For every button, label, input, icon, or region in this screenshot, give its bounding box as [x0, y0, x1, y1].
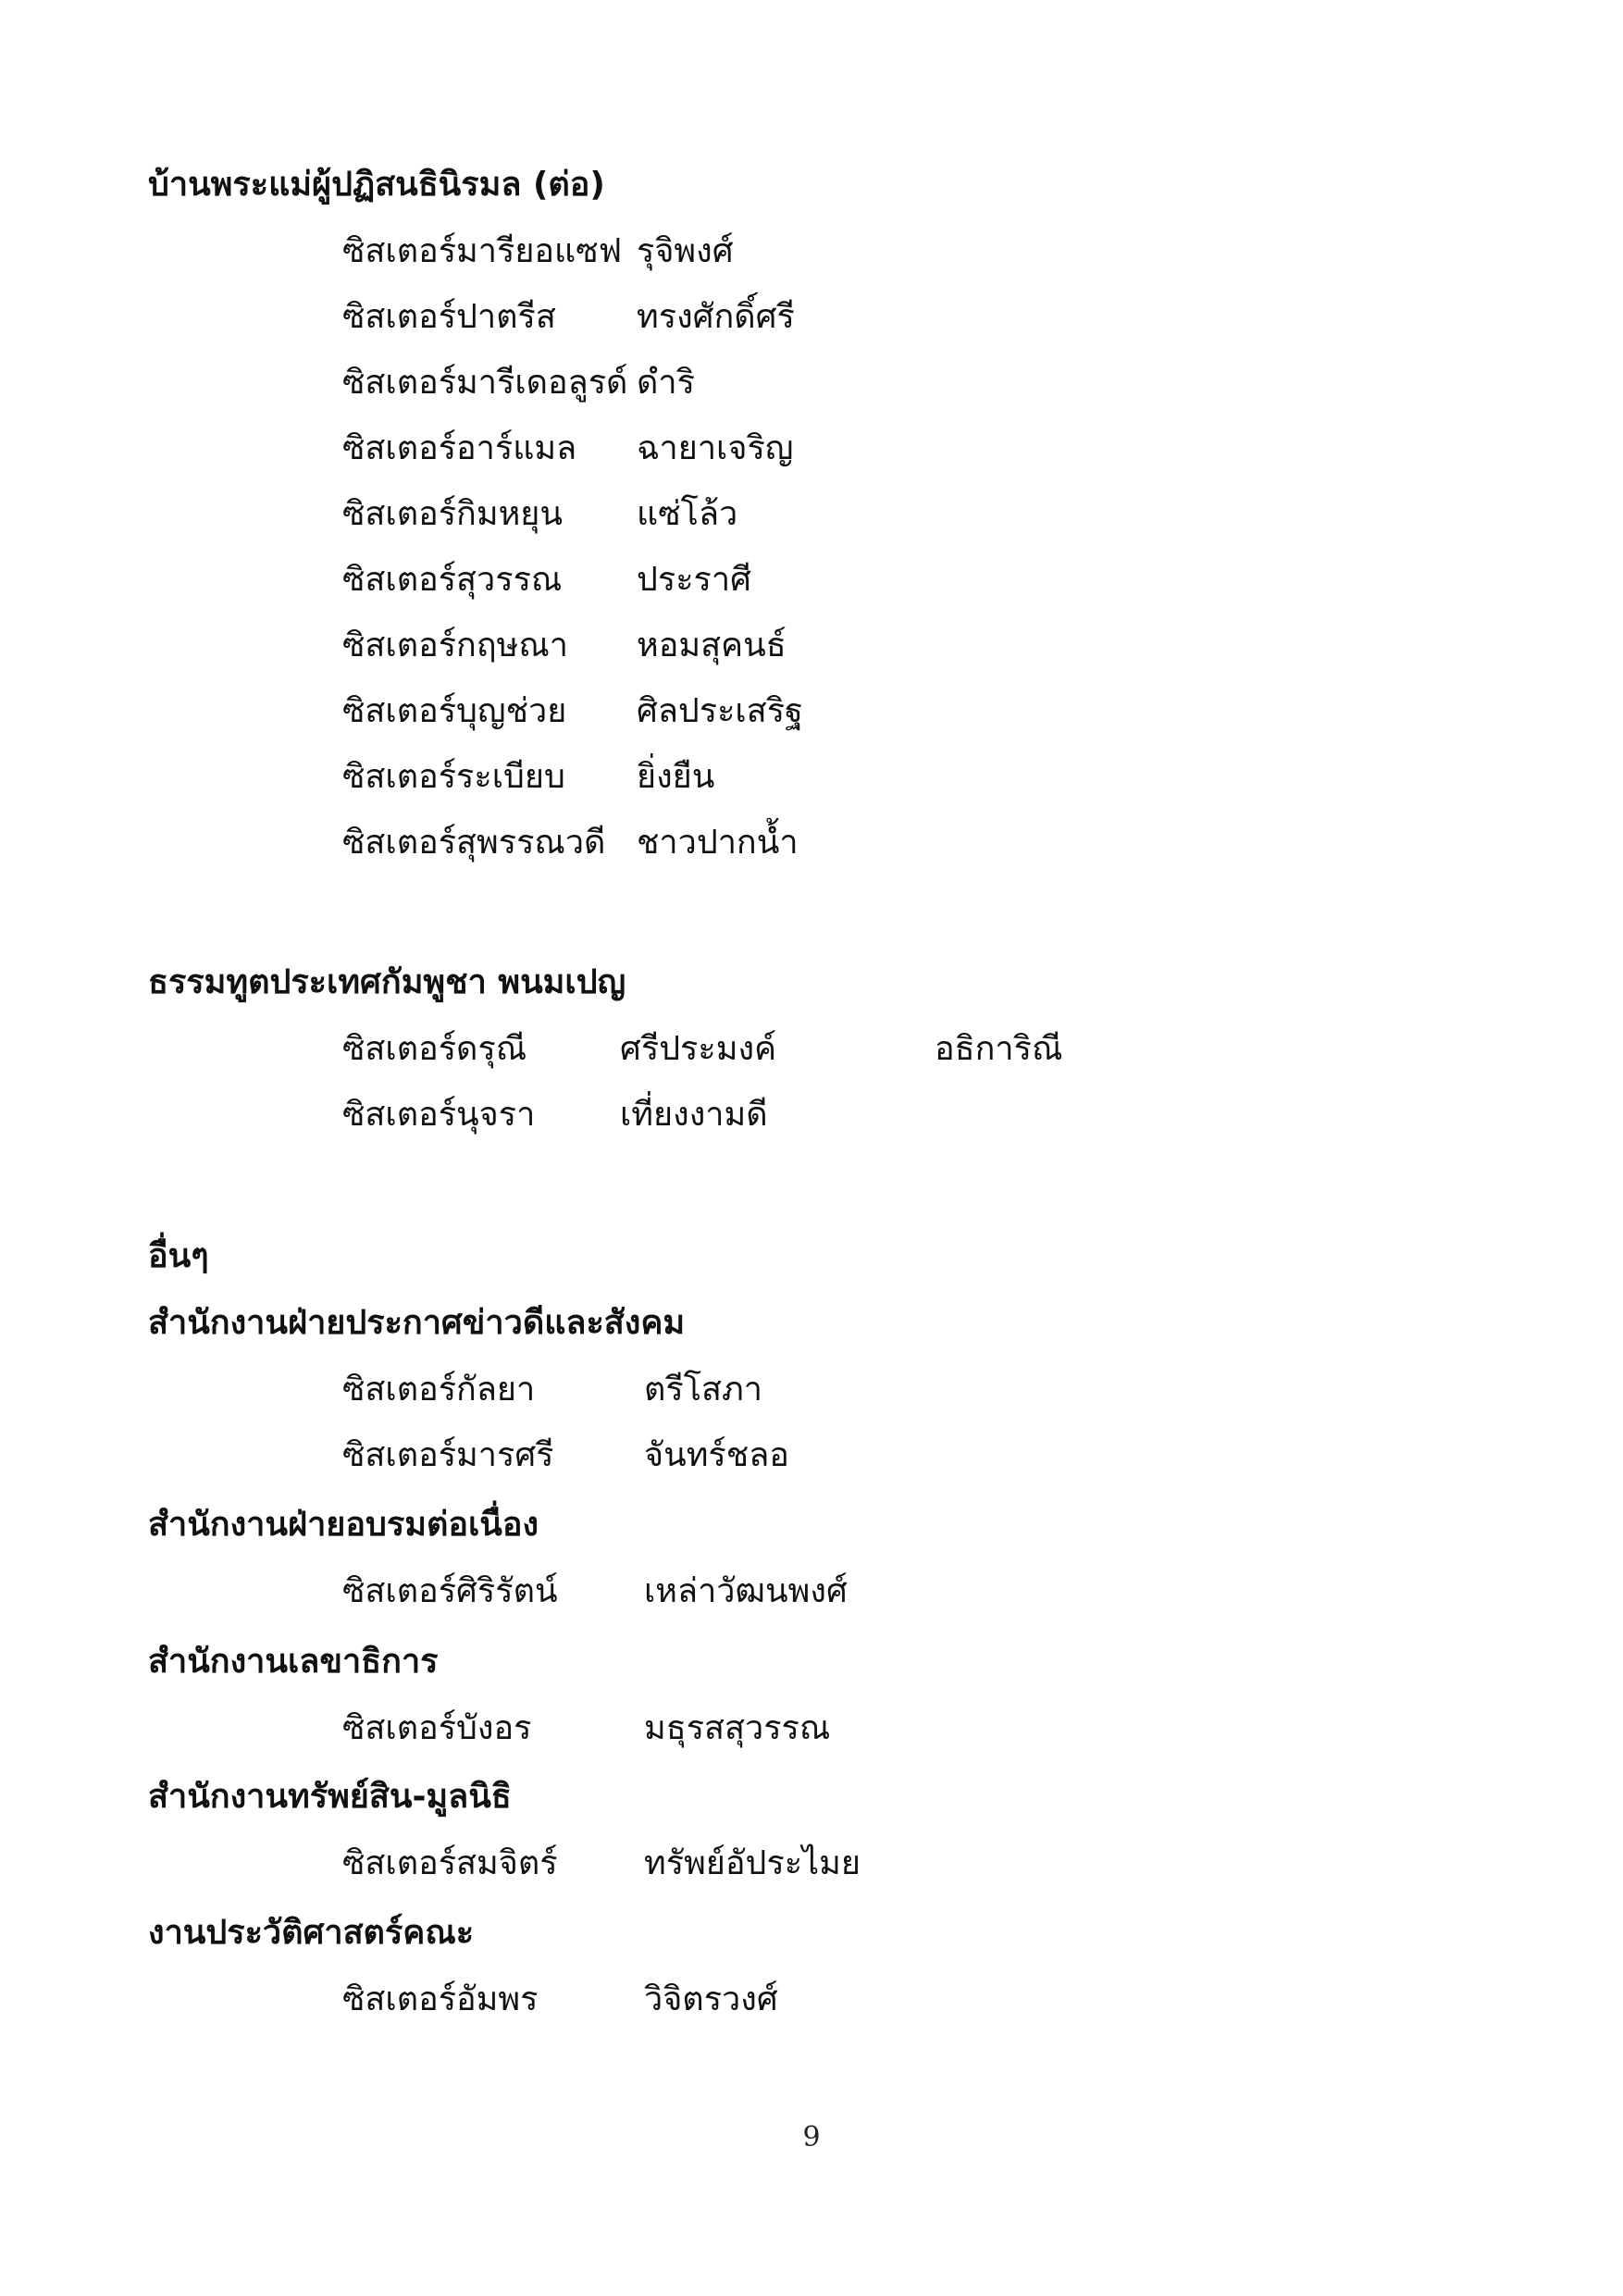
member-row	[0, 495, 1623, 544]
subsection-heading-assets: สำนักงานทรัพย์สิน-มูลนิธิ	[148, 1778, 512, 1816]
member-first-name: ซิสเตอร์มารียอแซฟ	[342, 232, 623, 270]
member-role: อธิการิณี	[935, 1030, 1063, 1068]
page-number: 9	[802, 2121, 821, 2153]
section-heading-house: บ้านพระแม่ผู้ปฏิสนธินิรมล (ต่อ)	[148, 166, 605, 204]
member-row	[0, 692, 1623, 741]
member-last-name: วิจิตรวงศ์	[644, 1980, 778, 2018]
member-first-name: ซิสเตอร์สุวรรณ	[342, 561, 563, 599]
member-first-name: ซิสเตอร์ดรุณี	[342, 1030, 527, 1068]
member-first-name: ซิสเตอร์สุพรรณวดี	[342, 824, 606, 862]
member-last-name: ศิลประเสริฐ	[637, 692, 803, 730]
member-last-name: เหล่าวัฒนพงศ์	[644, 1572, 848, 1610]
member-row	[0, 1572, 1623, 1621]
member-last-name: ทรัพย์อัประไมย	[644, 1844, 861, 1882]
member-row	[0, 1980, 1623, 2029]
member-last-name: ชาวปากน้ำ	[637, 824, 799, 862]
member-row	[0, 1844, 1623, 1893]
member-row	[0, 1709, 1623, 1758]
member-last-name: ยิ่งยืน	[637, 758, 715, 796]
member-first-name: ซิสเตอร์อัมพร	[342, 1980, 539, 2018]
member-row	[0, 826, 1623, 873]
member-first-name: ซิสเตอร์อาร์แมล	[342, 429, 577, 467]
member-last-name: ประราศี	[637, 561, 751, 599]
member-last-name: มธุรสสุวรรณ	[644, 1709, 831, 1747]
member-last-name: แซ่โล้ว	[637, 495, 738, 533]
member-last-name: รุจิพงศ์	[637, 232, 734, 270]
member-last-name: ตรีโสภา	[644, 1371, 762, 1409]
member-first-name: ซิสเตอร์บังอร	[342, 1709, 532, 1747]
member-first-name: ซิสเตอร์ปาตรีส	[342, 298, 556, 336]
member-first-name: ซิสเตอร์นุจรา	[342, 1096, 536, 1134]
section-heading-others: อื่นๆ	[148, 1237, 209, 1275]
member-row	[0, 1373, 1623, 1420]
member-row	[0, 629, 1623, 676]
member-last-name: ศรีประมงค์	[620, 1030, 777, 1068]
member-row	[0, 366, 1623, 413]
member-last-name: ฉายาเจริญ	[637, 429, 794, 467]
member-row	[0, 429, 1623, 478]
member-row	[0, 1436, 1623, 1485]
member-first-name: ซิสเตอร์กิมหยุน	[342, 495, 564, 533]
member-row	[0, 758, 1623, 807]
subsection-heading-training: สำนักงานฝ่ายอบรมต่อเนื่อง	[148, 1506, 539, 1544]
member-last-name: จันทร์ชลอ	[644, 1436, 789, 1474]
subsection-heading-history: งานประวัติศาสตร์คณะ	[148, 1914, 475, 1952]
member-first-name: ซิสเตอร์บุญช่วย	[342, 692, 567, 730]
subsection-heading-secretary: สำนักงานเลขาธิการ	[148, 1643, 439, 1681]
member-first-name: ซิสเตอร์มารศรี	[342, 1436, 554, 1474]
member-row	[0, 298, 1623, 347]
member-first-name: ซิสเตอร์มารีเดอลูรด์	[342, 364, 628, 402]
member-row	[0, 232, 1623, 281]
member-last-name: เที่ยงงามดี	[620, 1096, 768, 1134]
member-last-name: ทรงศักดิ์ศรี	[637, 298, 795, 336]
member-first-name: ซิสเตอร์ศิริรัตน์	[342, 1572, 558, 1610]
member-first-name: ซิสเตอร์กัลยา	[342, 1371, 536, 1409]
member-row	[0, 561, 1623, 610]
member-last-name: หอมสุคนธ์	[637, 627, 787, 664]
member-first-name: ซิสเตอร์สมจิตร์	[342, 1844, 558, 1882]
member-row	[0, 1098, 1623, 1145]
section-heading-mission: ธรรมทูตประเทศกัมพูชา พนมเปญ	[148, 963, 626, 1001]
member-row	[0, 1030, 1623, 1079]
member-last-name: ดำริ	[637, 364, 695, 402]
subsection-heading-pr: สำนักงานฝ่ายประกาศข่าวดีและสังคม	[148, 1304, 686, 1342]
member-first-name: ซิสเตอร์กฤษณา	[342, 627, 568, 664]
member-first-name: ซิสเตอร์ระเบียบ	[342, 758, 565, 796]
